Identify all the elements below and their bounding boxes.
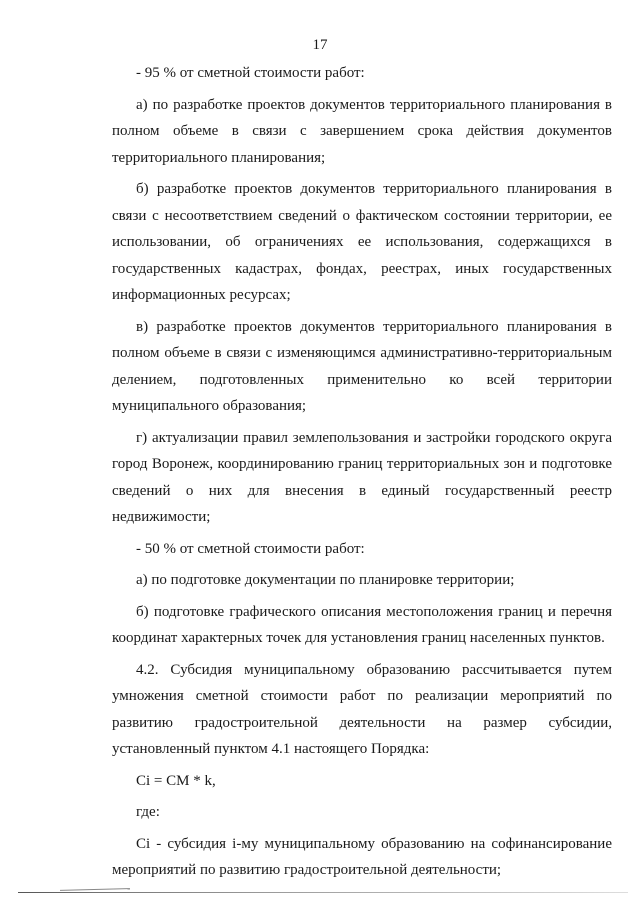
page-number: 17 bbox=[312, 37, 328, 53]
document-body bbox=[112, 60, 612, 889]
formula: Ci = CM * k, bbox=[136, 772, 216, 789]
paragraph-ci-definition: Ci - субсидия i-му муниципальному образованию на софинансирование мероприятий по развитию градостроительной деятельности; bbox=[112, 835, 612, 878]
paragraph-50-item-a: а) по подготовке документации по планировке территории; bbox=[136, 572, 515, 588]
scan-artifact-mark bbox=[60, 888, 130, 891]
paragraph-50-percent: - 50 % от сметной стоимости работ: bbox=[136, 540, 365, 557]
paragraph-95-percent: - 95 % от сметной стоимости работ: bbox=[136, 65, 365, 81]
paragraph-4-2: 4.2. Субсидия муниципальному образованию рассчитывается путем умножения сметной стоимости работ по реализации мероприятий по развитию градостроительной деятельности на размер субсидии, установленный пунктом 4.1 настоящего Порядка: bbox=[112, 661, 612, 757]
paragraph-item-v: в) разработке проектов документов территориального планирования в полном объеме в связи с изменяющимся административно-территориальным делением, подготовленных применительно ко всей территории муниципального образования; bbox=[112, 318, 612, 414]
paragraph-item-g: г) актуализации правил землепользования и застройки городского округа город Воронеж, координированию границ территориальных зон и подготовке сведений о них для внесения в единый государственный реестр недвижимости; bbox=[112, 429, 612, 525]
formula-where: где: bbox=[136, 804, 160, 820]
scan-artifact-line bbox=[18, 892, 628, 893]
paragraph-item-b: б) разработке проектов документов территориального планирования в связи с несоответствием сведений о фактическом состоянии территории, ее использовании, об ограничениях ее использования, содержащихся в государственных кадастрах, фондах, реестрах, иных государственных информационных ресурсах; bbox=[112, 181, 612, 303]
paragraph-50-item-b: б) подготовке графического описания местоположения границ и перечня координат характерных точек для установления границ населенных пунктов. bbox=[112, 603, 612, 646]
paragraph-item-a: а) по разработке проектов документов территориального планирования в полном объеме в связи с завершением срока действия документов территориального планирования; bbox=[112, 96, 612, 166]
